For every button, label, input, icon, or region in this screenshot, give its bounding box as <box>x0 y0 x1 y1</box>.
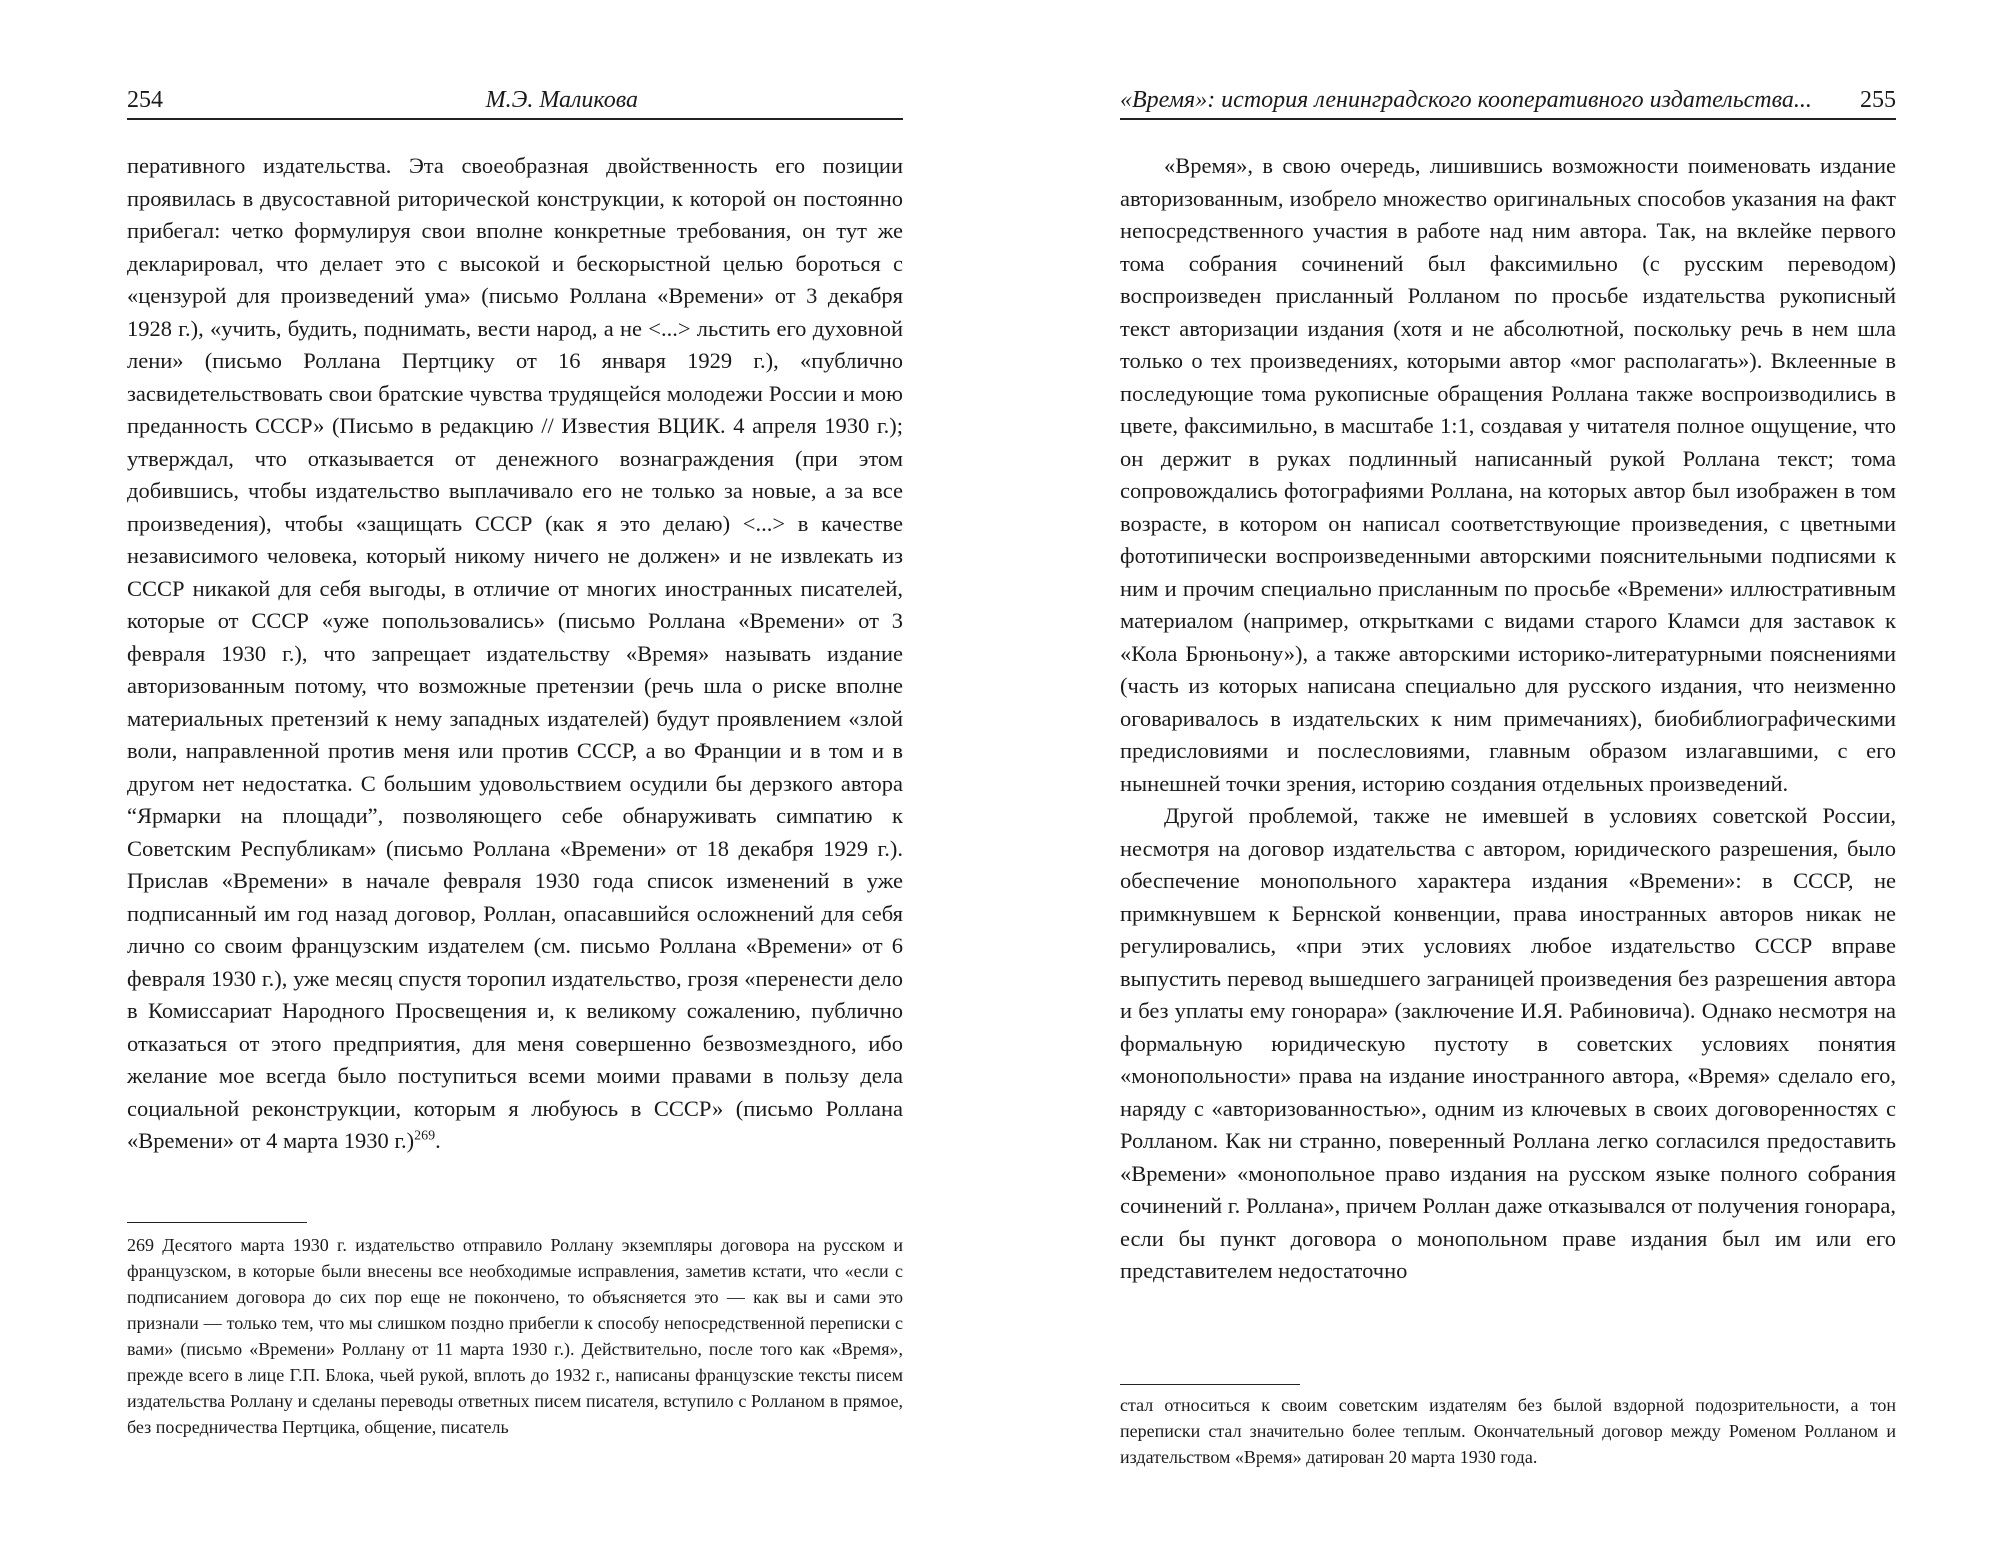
footnote-text: 269 Десятого марта 1930 г. издательство отправило Роллану экземпляры договора на русском и французском, в которые были внесены все необходимые исправления, заметив кстати, что «если с подписанием договора до сих пор еще не покончено, то объясняется это — как вы и сами это признали — только тем, что мы слишком поздно прибегли к способу непосредственной переписки с вами» (письмо «Времени» Роллану от 11 марта 1930 г.). Действительно, после того как «Время», прежде всего в лице Г.П. Блока, чьей рукой, вплоть до 1932 г., написаны французские тексты писем издательства Роллану и сделаны переводы ответных писем писателя, вступило с Ролланом в прямое, без посредничества Пертцика, общение, писатель <box>127 1235 903 1437</box>
left-paragraph: перативного издательства. Эта своеобразная двойственность его позиции проявилась в двусоставной риторической конструкции, к которой он постоянно прибегал: четко формулируя свои вполне конкретные требования, он тут же декларировал, что делает это с высокой и бескорыстной целью бороться с «цензурой для произведений ума» (письмо Роллана «Времени» от 3 декабря 1928 г.), «учить, будить, поднимать, вести народ, а не <...> льстить его духовной лени» (письмо Роллана Пертцику от 16 января 1929 г.), «публично засвидетельствовать свои братские чувства трудящейся молодежи России и мою преданность СССР» (Письмо в редакцию // Известия ВЦИК. 4 апреля 1930 г.); утверждал, что отказывается от денежного вознаграждения (при этом добившись, чтобы издательство выплачивало его не только за новые, а за все произведения), чтобы «защищать СССР (как я это делаю) <...> в качестве независимого человека, который никому ничего не должен» и не извлекать из СССР никакой для себя выгоды, в отличие от многих иностранных писателей, которые от СССР «уже попользовались» (письмо Роллана «Времени» от 3 февраля 1930 г.), что запрещает издательству «Время» называть издание авторизованным потому, что возможные претензии (речь шла о риске вполне материальных претензий к нему западных издателей) будут проявлением «злой воли, направленной против меня или против СССР, а во Франции и в том и в другом нет недостатка. С большим удовольствием осудили бы дерзкого автора “Ярмарки на площади”, позволяющего себе обнаруживать симпатию к Советским Республикам» (письмо Роллана «Времени» от 18 декабря 1929 г.). Прислав «Времени» в начале февраля 1930 года список изменений в уже подписанный им год назад договор, Роллан, опасавшийся осложнений для себя лично со своим французским издателем (см. письмо Роллана «Времени» от 6 февраля 1930 г.), уже месяц спустя торопил издательство, грозя «перенести дело в Комиссариат Народного Просвещения и, к великому сожалению, публично отказаться от этого предприятия, для меня совершенно безвозмездного, ибо желание мое всегда было поступиться всеми моими правами в пользу дела социальной реконструкции, которым я любуюсь в СССР» (письмо Роллана «Времени» от 4 марта 1930 г.) <box>127 153 903 1153</box>
footnote-reference: 269 <box>414 1128 436 1144</box>
right-page <box>1000 0 2000 1552</box>
page-number: 254 <box>127 87 163 113</box>
right-paragraph-1: «Время», в свою очередь, лишившись возможности поименовать издание авторизованным, изобрело множество оригинальных способов указания на факт непосредственного участия в работе над ним автора. Так, на вклейке первого тома собрания сочинений был факсимильно (с русским переводом) воспроизведен присланный Ролланом по просьбе издательства рукописный текст авторизации издания (хотя и не абсолютной, поскольку речь в нем шла только о тех произведениях, которыми автор «мог располагать»). Вклеенные в последующие тома рукописные обращения Роллана также воспроизводились в цвете, факсимильно, в масштабе 1:1, создавая у читателя полное ощущение, что он держит в руках подлинный написанный рукой Роллана текст; тома сопровождались фотографиями Роллана, на которых автор был изображен в том возрасте, в котором он написал соответствующие произведения, с цветными фототипически воспроизведенными авторскими пояснительными подписями к ним и прочим специально присланным по просьбе «Времени» иллюстративным материалом (например, открытками с видами старого Кламси для заставок к «Кола Брюньону»), а также авторскими историко-литературными пояснениями (часть из которых написана специально для русского издания, что неизменно оговаривалось в издательских к ним примечаниях), биобиблиографическими предисловиями и послесловиями, главным образом излагавшими, с его нынешней точки зрения, историю создания отдельных произведений. <box>1120 153 1896 796</box>
running-head: М.Э. Маликова <box>485 87 638 113</box>
right-footnote <box>1120 1392 1896 1470</box>
page-number: 255 <box>1860 87 1896 113</box>
left-footnote <box>127 1232 903 1440</box>
left-page-header <box>127 80 903 120</box>
running-head: «Время»: история ленинградского кооперативного издательства... <box>1120 87 1812 113</box>
left-main-text: перативного издательства. Эта своеобразная двойственность его позиции проявилась в двусоставной риторической конструкции, к которой он постоянно прибегал: четко формулируя свои вполне конкретные требования, он тут же декларировал, что делает это с высокой и бескорыстной целью бороться с «цензурой для произведений ума» (письмо Роллана «Времени» от 3 декабря 1928 г.), «учить, будить, поднимать, вести народ, а не <...> льстить его духовной лени» (письмо Роллана Пертцику от 16 января 1929 г.), «публично засвидетельствовать свои братские чувства трудящейся молодежи России и мою преданность СССР» (Письмо в редакцию // Известия ВЦИК. 4 апреля 1930 г.); утверждал, что отказывается от денежного вознаграждения (при этом добившись, чтобы издательство выплачивало его не только за новые, а за все произведения), чтобы «защищать СССР (как я это делаю) <...> в качестве независимого человека, который никому ничего не должен» и не извлекать из СССР никакой для себя выгоды, в отличие от многих иностранных писателей, которые от СССР «уже попользовались» (письмо Роллана «Времени» от 3 февраля 1930 г.), что запрещает издательству «Время» называть издание авторизованным потому, что возможные претензии (речь шла о риске вполне материальных претензий к нему западных издателей) будут проявлением «злой воли, направленной против меня или против СССР, а во Франции и в том и в другом нет недостатка. С большим удовольствием осудили бы дерзкого автора “Ярмарки на площади”, позволяющего себе обнаруживать симпатию к Советским Республикам» (письмо Роллана «Времени» от 18 декабря 1929 г.). Прислав «Времени» в начале февраля 1930 года список изменений в уже подписанный им год назад договор, Роллан, опасавшийся осложнений для себя лично со своим французским издателем (см. письмо Роллана «Времени» от 6 февраля 1930 г.), уже месяц спустя торопил издательство, грозя «перенести дело в Комиссариат Народного Просвещения и, к великому сожалению, публично отказаться от этого предприятия, для меня совершенно безвозмездного, ибо желание мое всегда было поступиться всеми моими правами в пользу дела социальной реконструкции, которым я любуюсь в СССР» (письмо Роллана «Времени» от 4 марта 1930 г.)$^{269}$. <box>127 153 903 1153</box>
right-page-header <box>1120 80 1896 120</box>
right-paragraph-2: Другой проблемой, также не имевшей в условиях советской России, несмотря на договор издательства с автором, юридического разрешения, было обеспечение монопольного характера издания «Времени»: в СССР, не примкнувшем к Бернской конвенции, права иностранных авторов никак не регулировались, «при этих условиях любое издательство СССР вправе выпустить перевод вышедшего заграницей произведения без разрешения автора и без уплаты ему гонорара» (заключение И.Я. Рабиновича). Однако несмотря на формальную юридическую пустоту в советских условиях понятия «монопольности» права на издание иностранного автора, «Время» сделало его, наряду с «авторизованностью», одним из ключевых в своих договоренностях с Ролланом. Как ни странно, поверенный Роллана легко согласился предоставить «Времени» «монопольное право издания на русском языке полного собрания сочинений г. Роллана», причем Роллан даже отказывался от получения гонорара, если бы пункт договора о монопольном праве издания был им или его представителем недостаточно <box>1120 803 1896 1283</box>
right-main-text <box>1120 150 1896 1288</box>
footnote-rule <box>127 1222 307 1223</box>
footnote-text: стал относиться к своим советским издателям без былой вздорной подозрительности, а тон переписки стал значительно более теплым. Окончательный договор между Роменом Ролланом и издательством «Время» датирован 20 марта 1930 года. <box>1120 1395 1896 1467</box>
footnote-rule <box>1120 1384 1300 1385</box>
